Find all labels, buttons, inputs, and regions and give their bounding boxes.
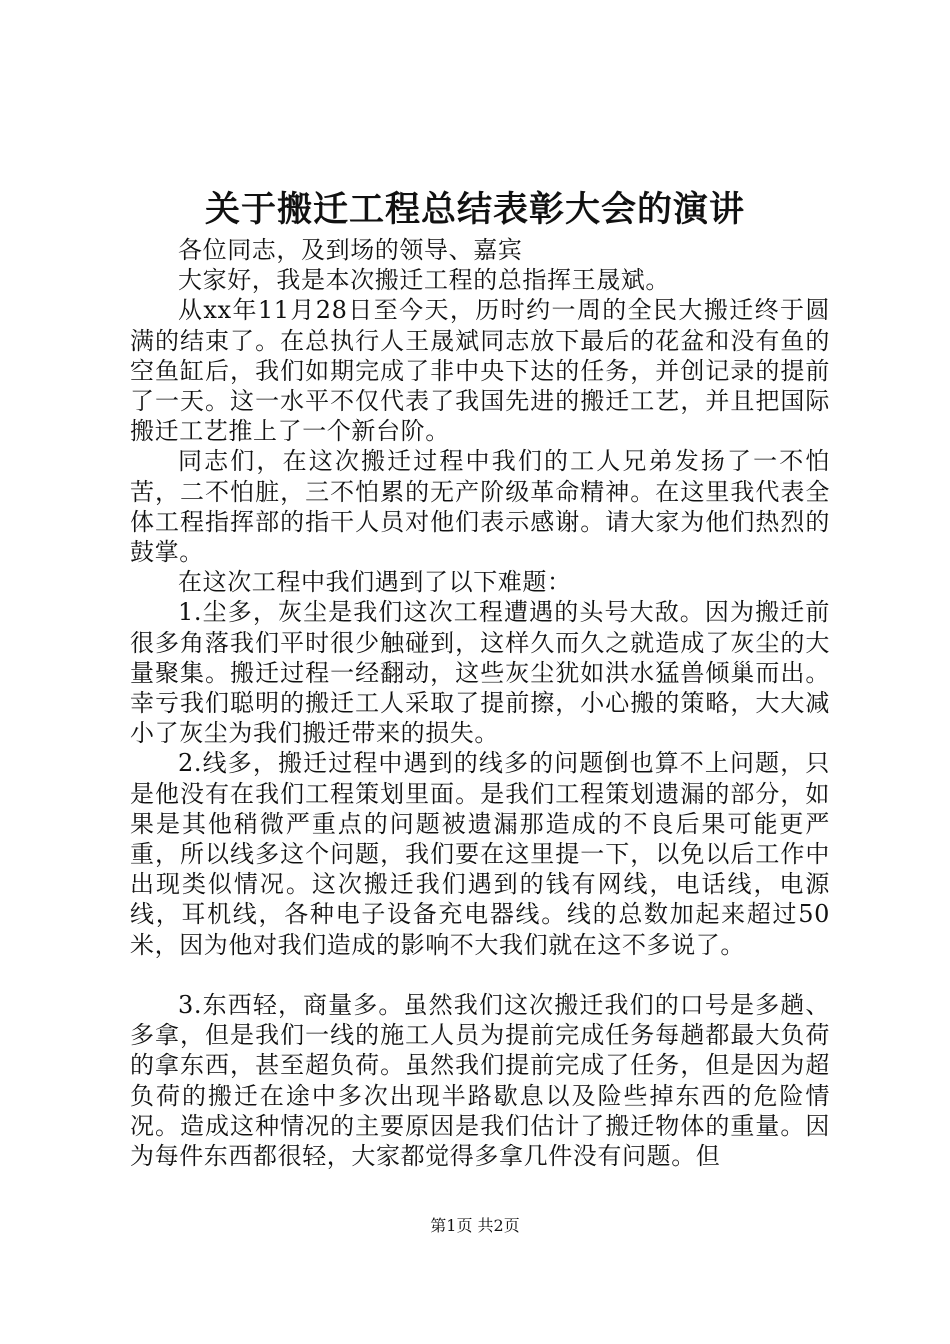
document-body xyxy=(130,235,830,1171)
problem-1-paragraph: 1.尘多，灰尘是我们这次工程遭遇的头号大敌。因为搬迁前很多角落我们平时很少触碰到，这样久而久之就造成了灰尘的大量聚集。搬迁过程一经翻动，这些灰尘犹如洪水猛兽倾巢而出。幸亏我们聪明的搬迁工人采取了提前擦，小心搬的策略，大大减小了灰尘为我们搬迁带来的损失。 xyxy=(130,598,830,748)
greeting-paragraph: 大家好，我是本次搬迁工程的总指挥王晟斌。 xyxy=(178,266,670,295)
problems-heading-paragraph: 在这次工程中我们遇到了以下难题： xyxy=(178,568,572,597)
problem-2-paragraph: 2.线多，搬迁过程中遇到的线多的问题倒也算不上问题，只是他没有在我们工程策划里面。是我们工程策划遗漏的部分，如果是其他稍微严重点的问题被遗漏那造成的不良后果可能更严重，所以线多这个问题，我们要在这里提一下，以免以后工作中出现类似情况。这次搬迁我们遇到的钱有网线，电话线，电源线，耳机线，各种电子设备充电器线。线的总数加起来超过50米，因为他对我们造成的影响不大我们就在这不多说了。 xyxy=(130,749,830,959)
thanks-paragraph: 同志们，在这次搬迁过程中我们的工人兄弟发扬了一不怕苦，二不怕脏，三不怕累的无产阶级革命精神。在这里我代表全体工程指挥部的指干人员对他们表示感谢。请大家为他们热烈的鼓掌。 xyxy=(130,447,830,567)
intro-paragraph: 从xx年11月28日至今天，历时约一周的全民大搬迁终于圆满的结束了。在总执行人王晟斌同志放下最后的花盆和没有鱼的空鱼缸后，我们如期完成了非中央下达的任务，并创记录的提前了一天。这一水平不仅代表了我国先进的搬迁工艺，并且把国际搬迁工艺推上了一个新台阶。 xyxy=(130,296,830,446)
problem-3-paragraph: 3.东西轻，商量多。虽然我们这次搬迁我们的口号是多趟、多拿，但是我们一线的施工人员为提前完成任务每趟都最大负荷的拿东西，甚至超负荷。虽然我们提前完成了任务，但是因为超负荷的搬迁在途中多次出现半路歇息以及险些掉东西的危险情况。造成这种情况的主要原因是我们估计了搬迁物体的重量。因为每件东西都很轻，大家都觉得多拿几件没有问题。但 xyxy=(130,991,830,1171)
document-title: 关于搬迁工程总结表彰大会的演讲 xyxy=(204,189,745,230)
page-number-footer: 第1页 共2页 xyxy=(430,1216,520,1235)
salutation-paragraph: 各位同志，及到场的领导、嘉宾 xyxy=(178,236,523,264)
